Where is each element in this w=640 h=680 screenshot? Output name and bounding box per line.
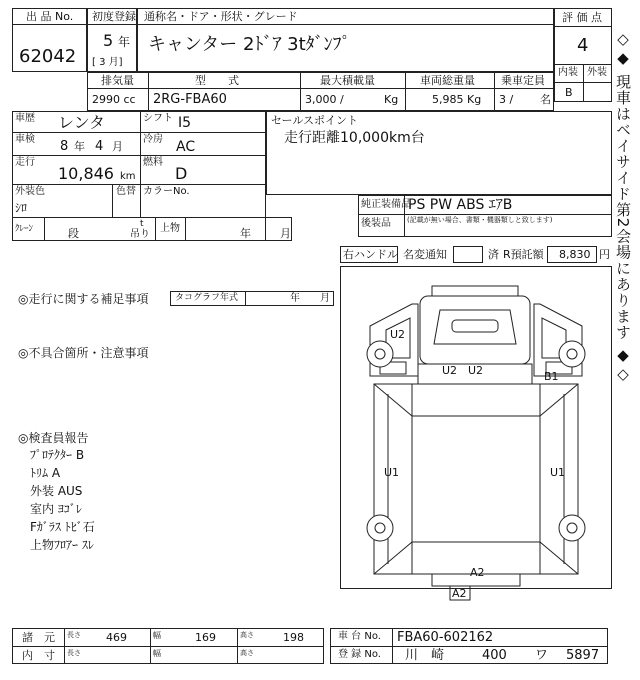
ext-color-label: 外装色 bbox=[15, 186, 45, 197]
width-value: 169 bbox=[195, 631, 216, 644]
fuel-label: 燃料 bbox=[143, 157, 163, 168]
model-code-value: 2RG-FBA60 bbox=[153, 92, 227, 107]
ext-color-value: ｼﾛ bbox=[15, 201, 28, 215]
interior-height-label: 高さ bbox=[240, 649, 254, 657]
model-code-label: 型 式 bbox=[195, 74, 239, 87]
interior-label: 内装 bbox=[558, 67, 578, 78]
score-label: 評 価 点 bbox=[562, 11, 602, 24]
gross-weight-label: 車両総重量 bbox=[420, 74, 475, 87]
recycle-prefix: 済 bbox=[488, 248, 499, 261]
max-load-unit: Kg bbox=[384, 93, 399, 106]
name-change-checkbox bbox=[453, 246, 483, 263]
color-change-label: 色替 bbox=[116, 186, 136, 197]
damage-mark: U1 bbox=[384, 466, 400, 479]
recycle-amount: 8,830 bbox=[559, 248, 591, 261]
inspection-label: 車検 bbox=[15, 134, 35, 145]
inspector-label: ◎検査員報告 bbox=[18, 431, 89, 445]
first-reg-year: 5 bbox=[103, 31, 114, 50]
mileage-label: 走行 bbox=[15, 157, 35, 168]
lot-label: 出 品 No. bbox=[26, 10, 74, 23]
detail-grid bbox=[12, 111, 266, 241]
width-label: 幅 bbox=[153, 631, 161, 640]
capacity-label: 乗車定員 bbox=[501, 74, 545, 87]
rhd-label: 右ハンドル bbox=[343, 248, 398, 261]
inspector-item: Fｶﾞﾗｽ ﾄﾋﾞ石 bbox=[30, 520, 95, 534]
chassis-label: 車 台 No. bbox=[338, 631, 381, 642]
tachograph-label: タコグラフ年式 bbox=[175, 293, 239, 303]
equipment-value: PS PW ABS ｴｱB bbox=[408, 197, 513, 213]
inspector-item: 室内 ﾖｺﾞﾚ bbox=[30, 502, 82, 516]
max-load-label: 最大積載量 bbox=[320, 74, 375, 87]
side-banner: ◇◆ 現車はベイサイド第2会場にあります ◆◇ bbox=[614, 30, 632, 385]
damage-mark: U2 bbox=[390, 328, 406, 341]
interior-length-label: 長さ bbox=[67, 649, 81, 657]
crane-stage-unit: 段 bbox=[68, 227, 79, 240]
shift-label: シフト bbox=[143, 113, 173, 124]
color-code-label: カラーNo. bbox=[143, 186, 190, 197]
recycle-unit: 円 bbox=[599, 248, 610, 261]
mileage-value: 10,846 bbox=[58, 164, 114, 183]
ac-value: AC bbox=[176, 139, 196, 155]
inspector-item: ﾌﾟﾛﾃｸﾀｰ B bbox=[30, 448, 85, 462]
length-value: 469 bbox=[106, 631, 127, 644]
displacement-label: 排気量 bbox=[101, 74, 134, 87]
defects-label: ◎不具合箇所・注意事項 bbox=[18, 346, 149, 360]
year-unit: 年 bbox=[118, 35, 131, 49]
reg-class: 400 bbox=[482, 648, 507, 663]
height-label: 高さ bbox=[240, 631, 254, 639]
first-reg-label: 初度登録 bbox=[92, 10, 136, 23]
inspection-year-unit: 年 bbox=[74, 140, 85, 153]
fuel-value: D bbox=[175, 164, 188, 183]
damage-mark: A2 bbox=[452, 587, 467, 600]
model-desc-label: 通称名・ドア・形状・グレード bbox=[144, 10, 298, 23]
model-desc: キャンター 2ﾄﾞｱ 3tﾀﾞﾝﾌﾟ bbox=[148, 34, 351, 55]
tachograph-year-unit: 年 bbox=[290, 293, 300, 304]
inspection-month: 4 bbox=[95, 139, 104, 154]
damage-diagram bbox=[340, 266, 612, 606]
recycle-label: R預託額 bbox=[503, 248, 544, 261]
crane-label: ｸﾚｰﾝ bbox=[15, 224, 34, 234]
name-change-label: 名変通知 bbox=[403, 248, 447, 261]
reg-number: 5897 bbox=[566, 648, 600, 663]
damage-mark: B1 bbox=[544, 370, 559, 383]
damage-mark: A2 bbox=[470, 566, 485, 579]
aftermarket-note: (記載が無い場合、書類・機器類しと致します) bbox=[407, 216, 553, 224]
body-label: 上物 bbox=[160, 223, 180, 234]
damage-mark: U2 bbox=[442, 364, 458, 377]
interior-width-label: 幅 bbox=[153, 649, 161, 658]
crane-ton-unit: t bbox=[140, 219, 144, 229]
inspector-item: 外装 AUS bbox=[30, 484, 83, 498]
score-value: 4 bbox=[577, 35, 589, 56]
tachograph-month-unit: 月 bbox=[320, 293, 330, 304]
sales-point-text: 走行距離10,000km台 bbox=[284, 130, 425, 146]
body-year-unit: 年 bbox=[240, 227, 251, 240]
dims-label: 諸 元 bbox=[22, 631, 55, 644]
capacity-value: 3 / bbox=[499, 93, 514, 106]
height-value: 198 bbox=[283, 631, 304, 644]
inspection-month-unit: 月 bbox=[112, 140, 123, 153]
inspection-year: 8 bbox=[60, 139, 69, 154]
lot-number: 62042 bbox=[19, 46, 77, 67]
inspector-item: ﾄﾘﾑ A bbox=[30, 466, 61, 480]
mileage-unit: km bbox=[120, 171, 136, 182]
chassis-value: FBA60-602162 bbox=[397, 630, 494, 645]
capacity-unit: 名 bbox=[540, 93, 551, 106]
interior-grade: B bbox=[565, 86, 573, 99]
reg-label: 登 録 No. bbox=[338, 649, 381, 660]
ac-label: 冷房 bbox=[143, 134, 163, 145]
body-month-unit: 月 bbox=[280, 227, 291, 240]
history-value: レンタ bbox=[58, 113, 105, 132]
inspector-item: 上物ﾌﾛｱｰ ｽﾚ bbox=[30, 538, 94, 552]
equipment-label: 純正装備品 bbox=[361, 199, 411, 210]
displacement-value: 2990 cc bbox=[92, 93, 136, 106]
length-label: 長さ bbox=[67, 631, 81, 639]
interior-dims-label: 内 寸 bbox=[22, 649, 55, 662]
damage-mark: U2 bbox=[468, 364, 484, 377]
reg-region: 川 崎 bbox=[405, 648, 445, 663]
sales-point-label: セールスポイント bbox=[271, 114, 359, 127]
reg-kana: ワ bbox=[535, 648, 549, 663]
exterior-label: 外装 bbox=[587, 67, 607, 78]
max-load-value: 3,000 / bbox=[305, 93, 344, 106]
gross-weight-value: 5,985 Kg bbox=[432, 93, 482, 106]
driving-notes-label: ◎走行に関する補足事項 bbox=[18, 292, 149, 306]
shift-value: I5 bbox=[178, 115, 192, 131]
damage-mark: U1 bbox=[550, 466, 566, 479]
crane-hang-label: 吊り bbox=[130, 229, 150, 240]
first-reg-month: [ 3 月] bbox=[92, 57, 123, 68]
aftermarket-label: 後装品 bbox=[361, 218, 391, 229]
history-label: 車歴 bbox=[15, 113, 35, 124]
